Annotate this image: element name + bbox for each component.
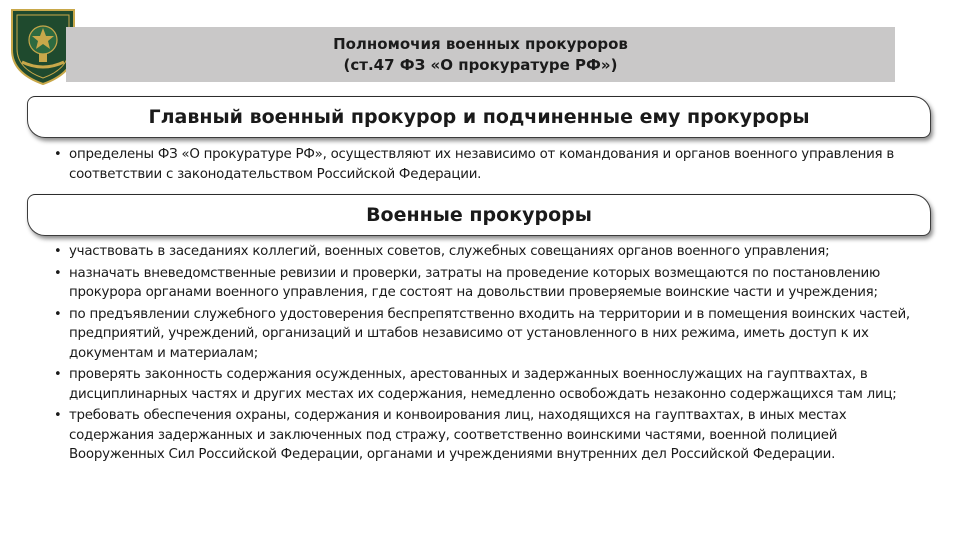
section1-list (54, 145, 924, 184)
bullet: • (54, 408, 62, 423)
slide-title-line2: (ст.47 ФЗ «О прокуратуре РФ») (343, 55, 618, 74)
section2-heading: Военные прокуроры (366, 204, 592, 226)
section2-list (54, 242, 924, 467)
section1-heading: Главный военный прокурор и подчиненные ему прокуроры (148, 106, 810, 128)
list-item: • по предъявлении служебного удостоверения беспрепятственно входить на территории и в помещения воинских частей, предприятий, учреждений, организаций и штабов независимо от установленного в них режима, иметь доступ к их документам и материалам; (54, 306, 910, 361)
bullet: • (54, 147, 62, 162)
section2-header (27, 194, 931, 236)
bullet: • (54, 367, 62, 382)
bullet: • (54, 306, 62, 322)
list-item: • определены ФЗ «О прокуратуре РФ», осуществляют их независимо от командования и органов военного управления в соответствии с законодательством Российской Федерации. (54, 147, 894, 182)
bullet: • (54, 265, 62, 281)
slide-title-bar (66, 27, 895, 82)
list-item: • назначать вневедомственные ревизии и проверки, затраты на проведение которых возмещаются по постановлению прокурора органами военного управления, где состоят на довольствии проверяемые воинские части и учреждения; (54, 265, 880, 300)
list-item: • требовать обеспечения охраны, содержания и конвоирования лиц, находящихся на гауптвахтах, в иных местах содержания задержанных и заключенных под стражу, соответственно воинскими частями, военной полицией Вооруженных Сил Российской Федерации, органами и учреждениями внутренних дел Российской Федерации. (54, 408, 847, 462)
list-item: • проверять законность содержания осужденных, арестованных и задержанных военнослужащих на гауптвахтах, в дисциплинарных частях и других местах их содержания, немедленно освобождать незаконно содержащихся там лиц; (54, 367, 897, 402)
section1-header (27, 96, 931, 138)
bullet: • (54, 244, 62, 259)
slide-title-line1: Полномочия военных прокуроров (333, 34, 628, 53)
list-item: • участвовать в заседаниях коллегий, военных советов, служебных совещаниях органов военного управления; (54, 242, 924, 262)
